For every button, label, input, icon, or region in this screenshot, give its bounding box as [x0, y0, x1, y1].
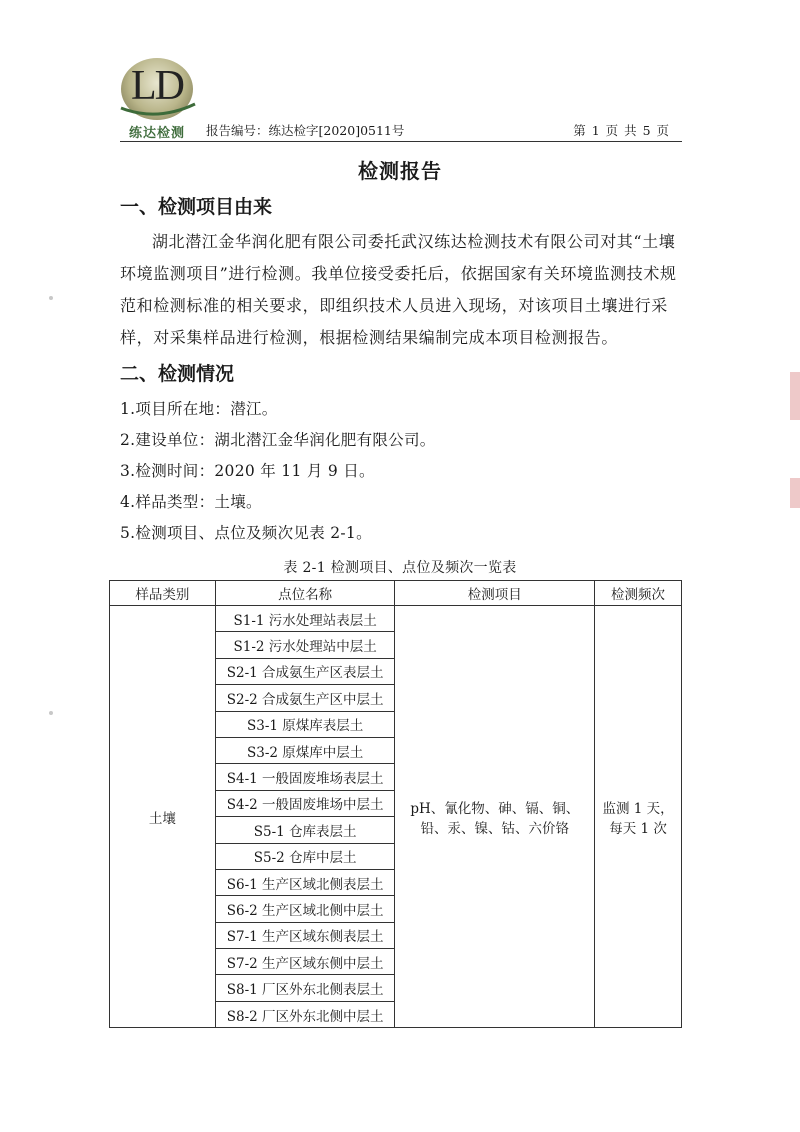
page-number: 第 1 页 共 5 页 — [573, 123, 670, 138]
header-point-name: 点位名称 — [215, 581, 395, 606]
info-item-builder: 2.建设单位：湖北潜江金华润化肥有限公司。 — [120, 431, 436, 449]
table-header-row — [110, 581, 682, 606]
report-number: 报告编号：练达检字[2020]0511号 — [206, 123, 405, 138]
monitoring-table — [109, 580, 682, 1028]
point-cell: S8-1 厂区外东北侧表层土 — [215, 975, 395, 1001]
binding-hole-mark — [49, 296, 53, 300]
seal-edge-mark — [790, 372, 800, 420]
test-items-cell — [395, 606, 595, 1028]
point-cell: S1-2 污水处理站中层土 — [215, 632, 395, 658]
test-items-line: pH、氰化物、砷、镉、铜、 — [410, 800, 580, 817]
section1-heading: 一、检测项目由来 — [120, 196, 273, 218]
info-item-sample-type: 4.样品类型：土壤。 — [120, 493, 262, 511]
header-sample-type: 样品类别 — [110, 581, 216, 606]
binding-hole-mark — [49, 711, 53, 715]
point-cell: S2-1 合成氨生产区表层土 — [215, 658, 395, 684]
header-frequency: 检测频次 — [595, 581, 682, 606]
point-cell: S4-2 一般固废堆场中层土 — [215, 790, 395, 816]
seal-edge-mark — [790, 478, 800, 508]
point-cell: S7-2 生产区域东侧中层土 — [215, 949, 395, 975]
logo-text: 练达检测 — [128, 126, 185, 141]
section1-paragraph: 湖北潜江金华润化肥有限公司委托武汉练达检测技术有限公司对其“土壤环境监测项目”进行检测。我单位接受委托后，依据国家有关环境监测技术规范和检测标准的相关要求，即组织技术人员进入现场，对该项目土壤进行采样，对采集样品进行检测，根据检测结果编制完成本项目检测报告。 — [120, 232, 677, 347]
point-cell: S5-2 仓库中层土 — [215, 843, 395, 869]
table-caption: 表 2-1 检测项目、点位及频次一览表 — [283, 560, 517, 576]
point-cell: S2-2 合成氨生产区中层土 — [215, 685, 395, 711]
sample-type-cell: 土壤 — [110, 606, 216, 1028]
point-cell: S1-1 污水处理站表层土 — [215, 606, 395, 632]
logo-swoosh-icon — [119, 100, 197, 120]
info-item-date: 3.检测时间：2020 年 11 月 9 日。 — [120, 462, 375, 480]
frequency-cell — [595, 606, 682, 1028]
info-item-table-ref: 5.检测项目、点位及频次见表 2-1。 — [120, 524, 372, 542]
report-title: 检测报告 — [358, 159, 442, 183]
point-cell: S6-1 生产区域北侧表层土 — [215, 869, 395, 895]
point-cell: S7-1 生产区域东侧表层土 — [215, 922, 395, 948]
point-cell: S4-1 一般固废堆场表层土 — [215, 764, 395, 790]
header-divider — [120, 141, 682, 142]
info-item-location: 1.项目所在地：潜江。 — [120, 400, 278, 418]
test-items-line: 铅、汞、镍、钴、六价铬 — [420, 820, 570, 837]
point-cell: S8-2 厂区外东北侧中层土 — [215, 1001, 395, 1027]
point-cell: S3-1 原煤库表层土 — [215, 711, 395, 737]
point-cell: S5-1 仓库表层土 — [215, 817, 395, 843]
logo-letters: LD — [131, 63, 183, 109]
section2-heading: 二、检测情况 — [120, 363, 235, 385]
header-test-items: 检测项目 — [395, 581, 595, 606]
table-row — [110, 606, 682, 632]
point-cell: S6-2 生产区域北侧中层土 — [215, 896, 395, 922]
point-cell: S3-2 原煤库中层土 — [215, 737, 395, 763]
frequency-line: 每天 1 次 — [609, 820, 667, 837]
frequency-line: 监测 1 天， — [602, 800, 674, 817]
